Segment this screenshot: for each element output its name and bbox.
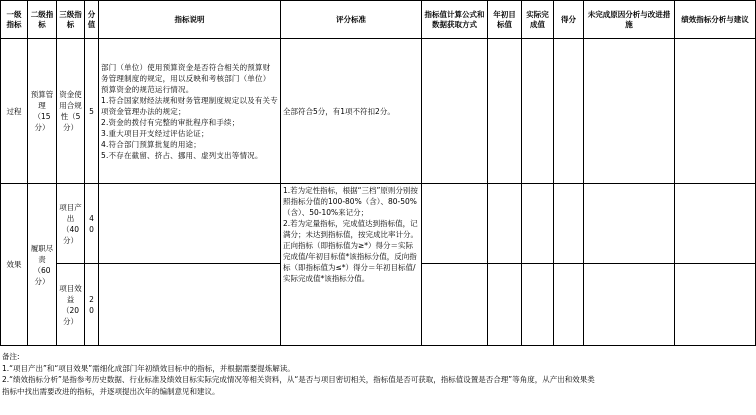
process-criteria: 全部符合5分，有1项不符扣2分。: [281, 39, 422, 184]
output-indicator-desc-cell: [99, 184, 281, 264]
process-level3: 资金使用合规性（5分）: [57, 39, 85, 184]
output-row: [1, 184, 756, 264]
process-indicator-desc: 部门（单位）使用预算资金是否符合相关的预算财务管理制度的规定，用以反映和考核部门（单位）预算资金的规范运行情况。 1.符合国家财经法规和财务管理制度规定以及有关专项资金管理办法的规定； 2.资金的拨付有完整的审批程序和手续； 3.重大项目开支经过评估论证； 4.符合部门预算批复的用途； 5.不存在截留、挤占、挪用、虚列支出等情况。: [99, 39, 281, 184]
output-calc-cell: [422, 184, 488, 264]
header-row: [1, 1, 756, 39]
output-score: 40: [85, 184, 99, 264]
header-analysis: 绩效指标分析与建议: [675, 1, 756, 39]
benefit-target-cell: [488, 264, 522, 346]
header-calc-method: 指标值计算公式和数据获取方式: [422, 1, 488, 39]
process-target-cell: [488, 39, 522, 184]
output-analysis-cell: [675, 184, 756, 264]
output-reason-cell: [584, 184, 675, 264]
output-target-cell: [488, 184, 522, 264]
benefit-calc-cell: [422, 264, 488, 346]
benefit-analysis-cell: [675, 264, 756, 346]
header-level3: 三级指标: [57, 1, 85, 39]
process-analysis-cell: [675, 39, 756, 184]
header-annual-target: 年初目标值: [488, 1, 522, 39]
output-level3: 项目产出（40分）: [57, 184, 85, 264]
effect-criteria: 1.若为定性指标，根据“三档”原则分别按照指标分值的100-80%（含）、80-50%（含）、50-10%来记分； 2.若为定量指标，完成值达到指标值，记满分；未达到指标值，按完成比率计分。正向指标（即指标值为≥*）得分＝实际完成值/年初目标值*该指标分值，反向指标（即指标值为≤*）得分＝年初目标值/实际完成值*该指标分值。: [281, 184, 422, 346]
process-level1: 过程: [1, 39, 28, 184]
header-score: 分值: [85, 1, 99, 39]
benefit-score: 20: [85, 264, 99, 346]
effect-level2: 履职尽责（60分）: [28, 184, 57, 346]
notes-section: [2, 351, 754, 397]
header-points: 得分: [554, 1, 584, 39]
process-actual-cell: [522, 39, 554, 184]
notes-line-3: 指标中找出需要改进的指标，并逐项提出次年的编制意见和建议。: [2, 386, 220, 396]
notes-line-1: 1.“项目产出”和“项目效果”需细化成部门年初绩效目标中的指标，并根据需要提炼解读。: [2, 363, 295, 373]
benefit-actual-cell: [522, 264, 554, 346]
output-points-cell: [554, 184, 584, 264]
process-calc-cell: [422, 39, 488, 184]
header-actual: 实际完成值: [522, 1, 554, 39]
notes-line-2: 2.“绩效指标分析”是指参考历史数据、行业标准及绩效目标实际完成情况等相关资料，从“是否与项目密切相关，指标值是否可获取，指标值设置是否合理”等角度，从产出和效果类: [2, 375, 595, 384]
header-criteria: 评分标准: [281, 1, 422, 39]
effect-level1: 效果: [1, 184, 28, 346]
header-level1: 一级指标: [1, 1, 28, 39]
notes-title: 备注:: [2, 352, 20, 361]
process-score: 5: [85, 39, 99, 184]
benefit-level3: 项目效益（20分）: [57, 264, 85, 346]
benefit-points-cell: [554, 264, 584, 346]
process-level2: 预算管理（15分）: [28, 39, 57, 184]
benefit-indicator-desc-cell: [99, 264, 281, 346]
process-row: [1, 39, 756, 184]
process-points-cell: [554, 39, 584, 184]
process-reason-cell: [584, 39, 675, 184]
header-reason: 未完成原因分析与改进措施: [584, 1, 675, 39]
header-level2: 二级指标: [28, 1, 57, 39]
benefit-reason-cell: [584, 264, 675, 346]
header-indicator-desc: 指标说明: [99, 1, 281, 39]
output-actual-cell: [522, 184, 554, 264]
